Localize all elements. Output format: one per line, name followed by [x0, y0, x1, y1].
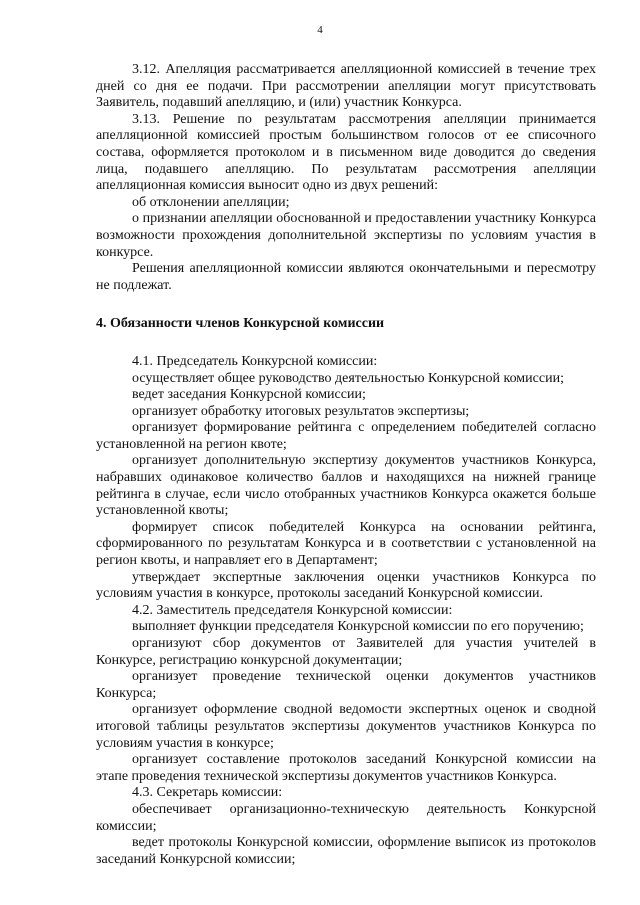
paragraph-4-3: 4.3. Секретарь комиссии:	[132, 785, 283, 801]
list-item: организует составление протоколов заседаний Конкурсной комиссии на этапе проведения технической экспертизы документов участников Конкурса.	[96, 752, 596, 784]
list-item: организует формирование рейтинга с определением победителей согласно установленной на регион квоте;	[96, 420, 596, 452]
list-item: организуют сбор документов от Заявителей для участия учителей в Конкурсе, регистрацию конкурсной документации;	[96, 636, 596, 668]
paragraph-final-decision: Решения апелляционной комиссии являются окончательными и пересмотру не подлежат.	[96, 261, 596, 293]
paragraph-3-12: 3.12. Апелляция рассматривается апелляционной комиссией в течение трех дней со дня ее подачи. При рассмотрении апелляции могут присутствовать Заявитель, подавший апелляцию, и (или) участник Конкурса.	[96, 62, 596, 111]
page-number: 4	[317, 24, 323, 36]
list-item: осуществляет общее руководство деятельностью Конкурсной комиссии;	[132, 370, 564, 386]
list-item: организует проведение технической оценки документов участников Конкурса;	[96, 669, 596, 701]
list-item: организует дополнительную экспертизу документов участников Конкурса, набравших одинаковое количество баллов и находящихся на нижней границе рейтинга в случае, если число отобранных участников Конкурса окажется больше установленной квоты;	[96, 453, 596, 519]
list-item: выполняет функции председателя Конкурсной комиссии по его поручению;	[132, 619, 584, 635]
list-item: организует обработку итоговых результатов экспертизы;	[132, 403, 470, 419]
paragraph-4-1: 4.1. Председатель Конкурсной комиссии:	[132, 353, 378, 369]
paragraph-4-2: 4.2. Заместитель председателя Конкурсной комиссии:	[132, 602, 453, 618]
list-item: ведет протоколы Конкурсной комиссии, оформление выписок из протоколов заседаний Конкурсной комиссии;	[96, 835, 596, 867]
paragraph-rejection: об отклонении апелляции;	[132, 194, 290, 210]
paragraph-acceptance: о признании апелляции обоснованной и предоставлении участнику Конкурса возможности прохождения дополнительной экспертизы по условиям участия в конкурсе.	[96, 211, 596, 260]
list-item: ведет заседания Конкурсной комиссии;	[132, 387, 366, 403]
list-item: утверждает экспертные заключения оценки участников Конкурса по условиям участия в конкурсе, протоколы заседаний Конкурсной комиссии.	[96, 569, 596, 602]
list-item: формирует список победителей Конкурса на основании рейтинга, сформированного по результатам Конкурса и в соответствии с установленной на регион квоты, и направляет его в Департамент;	[96, 519, 596, 569]
section-heading: 4. Обязанности членов Конкурсной комиссии	[96, 316, 385, 332]
list-item: обеспечивает организационно-техническую деятельность Конкурсной комиссии;	[96, 801, 596, 834]
document-body	[96, 62, 596, 868]
list-item: организует оформление сводной ведомости экспертных оценок и сводной итоговой таблицы результатов экспертизы документов участников Конкурса по условиям участия в конкурсе;	[96, 702, 596, 751]
paragraph-3-13: 3.13. Решение по результатам рассмотрения апелляции принимается апелляционной комиссией простым большинством голосов от ее списочного состава, оформляется протоколом и в письменном виде доводится до сведения лица, подавшего апелляцию. По результатам рассмотрения апелляции апелляционная комиссия выносит одно из двух решений:	[96, 111, 596, 194]
